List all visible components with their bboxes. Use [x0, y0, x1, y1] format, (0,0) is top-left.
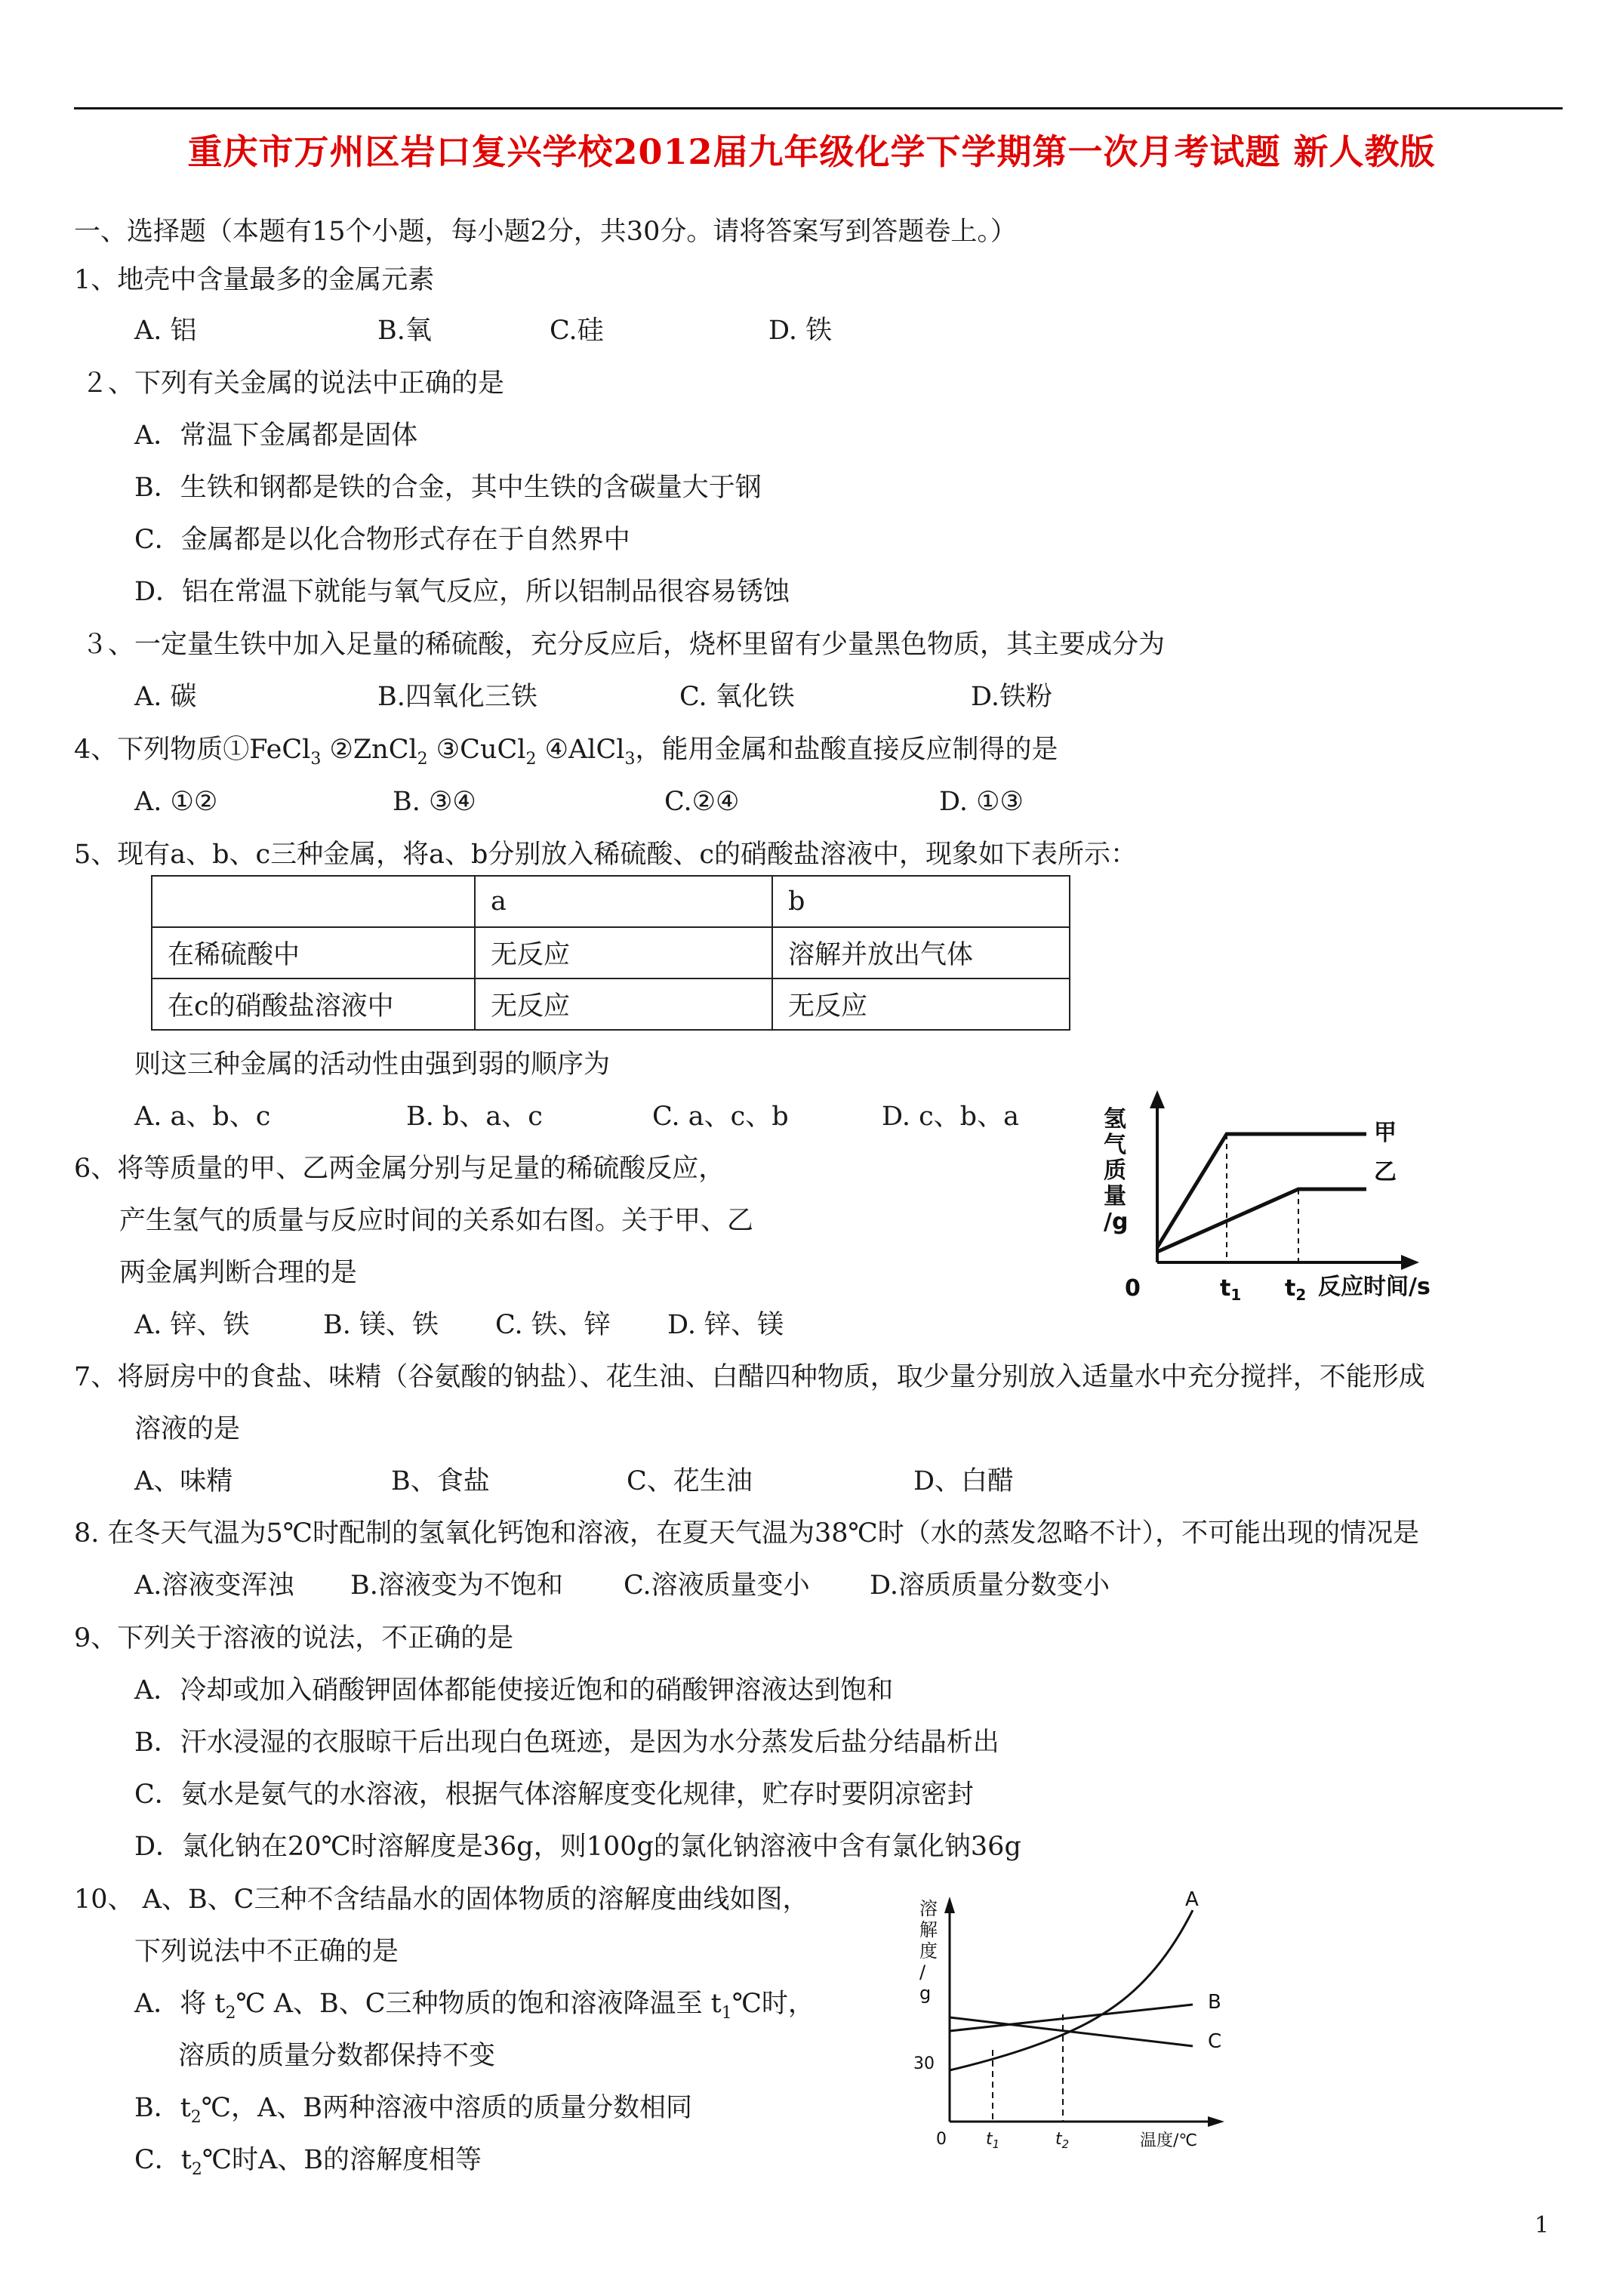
- q5-opt-d: D. c、b、a: [882, 1102, 1019, 1132]
- q6-line-3: 两金属判断合理的是: [119, 1258, 358, 1288]
- fig6-x-arrow: [1401, 1255, 1419, 1270]
- q6-line-1: 6、将等质量的甲、乙两金属分别与足量的稀硫酸反应，: [74, 1154, 725, 1184]
- fig10-curve-b: [950, 2005, 1193, 2031]
- table-cell: 无反应: [772, 978, 1070, 1030]
- q6-opt-d: D. 锌、镁: [667, 1310, 784, 1340]
- page-title: 重庆市万州区岩口复兴学校2012届九年级化学下学期第一次月考试题 新人教版: [187, 131, 1436, 172]
- header-rule: [74, 107, 1563, 109]
- q1-stem: 1、地壳中含量最多的金属元素: [74, 265, 435, 295]
- fig6-label-jia: 甲: [1374, 1120, 1397, 1146]
- fig10-t1: $t_1$: [986, 2130, 1000, 2151]
- q6-opt-c: C. 铁、锌: [495, 1310, 611, 1340]
- fig6-y-arrow: [1150, 1090, 1165, 1108]
- page-number: 1: [1534, 2212, 1549, 2239]
- table-cell: 在c的硝酸盐溶液中: [152, 978, 475, 1030]
- q10-opt-b: B．$t_2℃$，A、B两种溶液中溶质的质量分数相同: [134, 2093, 692, 2127]
- fig6-xlabel: 反应时间/s: [1318, 1274, 1431, 1300]
- q10-opt-c: C．$t_2℃$时A、B的溶解度相等: [134, 2145, 482, 2179]
- q2-stem: ２、下列有关金属的说法中正确的是: [82, 368, 505, 399]
- fig10-curve-c: [950, 2017, 1193, 2046]
- fig6-ylabel-3: 质: [1104, 1157, 1126, 1184]
- table-cell: 溶解并放出气体: [772, 927, 1070, 978]
- fig10-origin: 0: [936, 2130, 947, 2149]
- fig10-y30: 30: [913, 2054, 935, 2073]
- q7-opt-c: C、花生油: [627, 1466, 753, 1496]
- fig10-label-a: A: [1185, 1888, 1199, 1911]
- q3-opt-c: C. 氧化铁: [679, 682, 795, 712]
- fig10-curve-a: [950, 1910, 1193, 2070]
- fig6-origin: 0: [1125, 1275, 1141, 1302]
- q2-opt-d: D．铝在常温下就能与氧气反应，所以铝制品很容易锈蚀: [134, 577, 790, 607]
- fig10-y-arrow: [944, 1897, 955, 1913]
- q7-line-2: 溶液的是: [134, 1414, 241, 1444]
- fig6-ylabel-4: 量: [1104, 1183, 1126, 1210]
- fig6-ylabel-1: 氢: [1104, 1106, 1126, 1133]
- q10-figure: [891, 1888, 1246, 2152]
- q5-opt-a: A. a、b、c: [134, 1102, 271, 1132]
- q6-line-2: 产生氢气的质量与反应时间的关系如右图。关于甲、乙: [119, 1206, 754, 1236]
- fig10-ylabel-5: g: [919, 1983, 932, 2004]
- q8-opt-c: C.溶液质量变小: [624, 1570, 810, 1601]
- q3-opt-a: A. 碳: [134, 682, 197, 712]
- q8-stem: 8. 在冬天气温为5℃时配制的氢氧化钙饱和溶液，在夏天气温为38℃时（水的蒸发忽略不计），不可能出现的情况是: [74, 1518, 1420, 1549]
- q8-opt-b: B.溶液变为不饱和: [350, 1570, 563, 1601]
- fig6-label-yi: 乙: [1374, 1159, 1397, 1185]
- fig6-t1: $t_1$: [1220, 1275, 1242, 1304]
- q3-stem: ３、一定量生铁中加入足量的稀硫酸，充分反应后，烧杯里留有少量黑色物质，其主要成分为: [82, 630, 1166, 660]
- q5-opt-b: B. b、a、c: [406, 1102, 543, 1132]
- q2-opt-c: C．金属都是以化合物形式存在于自然界中: [134, 525, 630, 555]
- q10-opt-a-line-1: A．将 $t_2℃$ A、B、C三种物质的饱和溶液降温至 $t_1℃$时，: [134, 1989, 815, 2023]
- q9-opt-a: A．冷却或加入硝酸钾固体都能使接近饱和的硝酸钾溶液达到饱和: [134, 1675, 894, 1706]
- q1-opt-d: D. 铁: [768, 316, 833, 346]
- table-row: [152, 927, 1070, 978]
- q1-opt-b: B.氧: [377, 316, 432, 346]
- q3-opt-d: D.铁粉: [971, 682, 1052, 712]
- q6-figure: [1087, 1080, 1480, 1306]
- q9-opt-c: C．氨水是氨气的水溶液，根据气体溶解度变化规律，贮存时要阴凉密封: [134, 1780, 974, 1810]
- fig6-ylabel-2: 气: [1104, 1132, 1126, 1158]
- q7-opt-b: B、食盐: [391, 1466, 490, 1496]
- q6-opt-a: A. 锌、铁: [134, 1310, 250, 1340]
- q7-line-1: 7、将厨房中的食盐、味精（谷氨酸的钠盐）、花生油、白醋四种物质，取少量分别放入适量水中充分搅拌，不能形成: [74, 1362, 1425, 1392]
- q6-opt-b: B. 镁、铁: [323, 1310, 439, 1340]
- q4-opt-d: D. ①③: [939, 787, 1024, 817]
- q10-stem-1: 10、 A、B、C三种不含结晶水的固体物质的溶解度曲线如图，: [74, 1885, 809, 1915]
- table-row: [152, 876, 1070, 927]
- q5-table: [151, 875, 1070, 1031]
- q9-stem: 9、下列关于溶液的说法，不正确的是: [74, 1623, 514, 1653]
- q9-opt-b: B．汗水浸湿的衣服晾干后出现白色斑迹，是因为水分蒸发后盐分结晶析出: [134, 1727, 999, 1758]
- q1-opt-c: C.硅: [550, 316, 604, 346]
- section-heading: 一、选择题（本题有15个小题，每小题2分，共30分。请将答案写到答题卷上。）: [74, 217, 1017, 247]
- table-row: [152, 978, 1070, 1030]
- q5-after: 则这三种金属的活动性由强到弱的顺序为: [134, 1049, 611, 1080]
- fig10-t2: $t_2$: [1055, 2130, 1070, 2151]
- table-cell: 无反应: [475, 927, 772, 978]
- fig10-ylabel-2: 解: [919, 1919, 938, 1940]
- q8-opt-a: A.溶液变浑浊: [134, 1570, 294, 1601]
- q2-opt-b: B．生铁和钢都是铁的合金，其中生铁的含碳量大于钢: [134, 473, 762, 503]
- q3-opt-b: B.四氧化三铁: [377, 682, 537, 712]
- table-cell: [152, 876, 475, 927]
- fig10-label-b: B: [1208, 1991, 1221, 2014]
- table-cell: 无反应: [475, 978, 772, 1030]
- fig10-ylabel-3: 度: [919, 1940, 938, 1962]
- q9-opt-d: D．氯化钠在20℃时溶解度是36g，则100g的氯化钠溶液中含有氯化钠36g: [134, 1832, 1021, 1862]
- q5-stem: 5、现有a、b、c三种金属，将a、b分别放入稀硫酸、c的硝酸盐溶液中，现象如下表所示：: [74, 840, 1138, 870]
- fig10-x-arrow: [1208, 2116, 1224, 2127]
- q10-stem-2: 下列说法中不正确的是: [134, 1937, 399, 1967]
- q1-opt-a: A. 铝: [134, 316, 197, 346]
- fig10-xlabel: 温度/℃: [1140, 2131, 1198, 2150]
- q4-opt-c: C.②④: [664, 787, 740, 817]
- q5-opt-c: C. a、c、b: [652, 1102, 789, 1132]
- q8-opt-d: D.溶质质量分数变小: [870, 1570, 1110, 1601]
- q4-opt-a: A. ①②: [134, 787, 218, 817]
- fig10-ylabel-4: /: [919, 1962, 926, 1983]
- q2-opt-a: A．常温下金属都是固体: [134, 421, 418, 451]
- q7-opt-d: D、白醋: [913, 1466, 1015, 1496]
- q10-opt-a-line-2: 溶质的质量分数都保持不变: [178, 2041, 496, 2071]
- q4-opt-b: B. ③④: [393, 787, 476, 817]
- fig10-label-c: C: [1208, 2030, 1222, 2053]
- q4-stem: 4、下列物质①FeCl$_3$ ②ZnCl$_2$ ③CuCl$_2$ ④AlCl$_3$，能用金属和盐酸直接反应制得的是: [74, 735, 1058, 769]
- fig10-ylabel-1: 溶: [919, 1898, 938, 1919]
- fig6-ylabel-5: /g: [1104, 1209, 1129, 1235]
- fig6-t2: $t_2$: [1285, 1275, 1307, 1304]
- table-cell: 在稀硫酸中: [152, 927, 475, 978]
- table-cell: a: [475, 876, 772, 927]
- table-cell: b: [772, 876, 1070, 927]
- q7-opt-a: A、味精: [134, 1466, 233, 1496]
